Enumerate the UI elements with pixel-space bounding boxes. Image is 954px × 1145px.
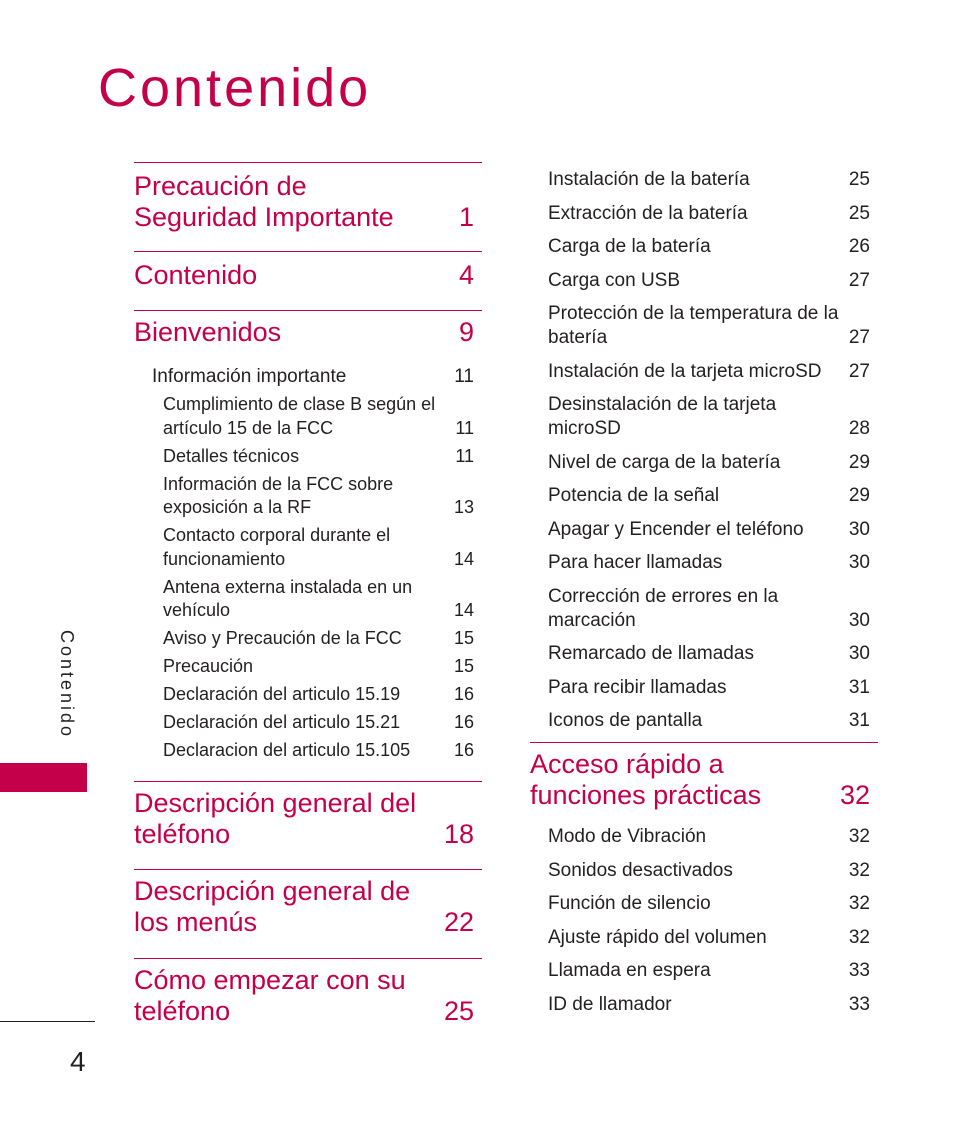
toc-section-page: 1 [458,202,474,232]
toc-entry[interactable] [152,365,474,389]
toc-entry[interactable] [548,825,870,849]
footer-divider [0,1021,95,1022]
toc-entry-page: 29 [848,485,870,506]
page-title: Contenido [98,58,372,118]
toc-entry-title: Remarcado de llamadas [548,643,754,664]
sidebar-section-label: Contenido [57,630,77,740]
toc-section[interactable] [134,781,482,869]
toc-section[interactable] [134,251,482,310]
toc-entry[interactable] [548,551,870,575]
toc-subsection-list [548,825,870,1017]
toc-entry-title: Nivel de carga de la batería [548,451,781,473]
toc-entry-page: 11 [455,445,474,466]
toc-entry-page: 27 [848,269,870,291]
toc-entry-page: 30 [848,609,870,631]
toc-entry-title: Carga de la batería [548,236,711,257]
toc-entry[interactable] [548,993,870,1017]
toc-entry-page: 33 [848,993,870,1015]
toc-entry-page: 29 [848,451,870,473]
toc-entry-page: 28 [848,418,870,439]
toc-entry-title: Modo de Vibración [548,826,707,847]
toc-entry[interactable] [548,269,870,293]
toc-entry-page: 27 [848,327,870,348]
toc-entry[interactable] [152,473,474,520]
toc-entry-title: Sonidos desactivados [548,859,733,881]
toc-entry-title: Desinstalación de la tarjeta microSD [548,394,777,439]
toc-entry-title: Contacto corporal durante el funcionamiento [163,525,391,569]
toc-entry-page: 30 [848,643,870,664]
toc-section[interactable] [134,162,482,251]
toc-section[interactable] [134,310,482,781]
toc-entry-page: 26 [848,236,870,257]
toc-section-page: 22 [443,907,474,937]
toc-entry-page: 32 [848,859,870,881]
toc-section-title: Precaución de Seguridad Importante [134,171,394,232]
toc-subsection-list [152,365,474,763]
toc-entry[interactable] [548,360,870,384]
toc-entry-title: Instalación de la tarjeta microSD [548,360,822,382]
toc-entry[interactable] [548,235,870,259]
toc-entry-page: 13 [453,497,474,517]
toc-entry[interactable] [548,676,870,700]
toc-entry-title: Información de la FCC sobre exposición a la RF [163,473,394,517]
toc-entry-title: Protección de la temperatura de la batería [548,303,839,348]
toc-entry-title: Declaracion del articulo 15.105 [163,740,411,760]
toc-entry-title: Ajuste rápido del volumen [548,926,767,948]
toc-entry-page: 33 [848,960,870,981]
toc-entry[interactable] [548,859,870,883]
toc-entry[interactable] [152,683,474,707]
toc-section-page: 32 [839,780,870,810]
toc-entry-title: Información importante [152,366,347,387]
toc-entry-title: Precaución [163,656,254,676]
toc-entry-title: Iconos de pantalla [548,710,703,731]
toc-entry-title: Potencia de la señal [548,485,720,506]
toc-entry[interactable] [548,393,870,441]
toc-entry[interactable] [152,627,474,651]
toc-entry-page: 31 [848,676,870,698]
toc-entry[interactable] [548,642,870,666]
toc-entry[interactable] [152,739,474,763]
toc-entry-title: Declaración del articulo 15.21 [163,712,401,732]
toc-entry-title: Declaración del articulo 15.19 [163,684,401,704]
toc-section-title: Acceso rápido a funciones prácticas [530,749,762,810]
toc-section[interactable] [530,742,878,1033]
toc-entry-title: Antena externa instalada en un vehículo [163,576,413,620]
toc-entry-page: 27 [848,360,870,382]
toc-entry-page: 32 [848,926,870,948]
toc-entry[interactable] [152,445,474,469]
toc-entry-title: Para recibir llamadas [548,676,727,698]
toc-entry-page: 11 [455,417,474,438]
toc-entry[interactable] [152,576,474,623]
toc-entry-page: 32 [848,826,870,847]
toc-entry[interactable] [548,518,870,542]
toc-section-page: 25 [443,996,474,1026]
toc-entry-page: 11 [454,366,474,387]
toc-section[interactable] [134,869,482,958]
toc-left-column [134,162,482,1039]
toc-entry-page: 30 [848,552,870,573]
toc-entry-title: Aviso y Precaución de la FCC [163,628,402,648]
toc-entry-title: Corrección de errores en la marcación [548,585,779,631]
toc-section-title: Descripción general de los menús [134,876,411,937]
toc-entry-title: Apagar y Encender el teléfono [548,518,804,540]
toc-entry-page: 30 [848,518,870,540]
toc-entry-title: Para hacer llamadas [548,552,723,573]
toc-entry-title: Instalación de la batería [548,169,750,190]
toc-section-title: Descripción general del teléfono [134,788,417,849]
toc-entry-page: 15 [453,628,474,648]
toc-entry[interactable] [548,959,870,983]
toc-entry[interactable] [548,302,870,350]
toc-section-page: 18 [443,819,474,849]
toc-entry-title: Llamada en espera [548,960,711,981]
toc-entry-page: 16 [453,684,474,704]
toc-entry-page: 15 [453,656,474,676]
toc-entry-page: 25 [848,169,870,190]
toc-entry-title: Cumplimiento de clase B según el artículo 15 de la FCC [163,394,436,438]
toc-entry-page: 16 [453,740,474,760]
sidebar-tab-marker [0,763,87,792]
toc-entry-page: 14 [453,600,474,620]
toc-entry-title: Carga con USB [548,269,681,291]
toc-entry[interactable] [548,585,870,633]
toc-entry-title: Detalles técnicos [163,445,300,466]
toc-section-title: Bienvenidos [134,317,282,347]
toc-entry[interactable] [152,393,474,440]
toc-entry-page: 14 [453,548,474,569]
toc-entry[interactable] [548,709,870,733]
toc-entry[interactable] [548,892,870,916]
toc-entry-title: ID de llamador [548,993,672,1015]
toc-entry[interactable] [548,202,870,226]
toc-entry-page: 31 [848,710,870,731]
toc-section[interactable] [134,958,482,1039]
toc-section-title: Cómo empezar con su teléfono [134,965,406,1026]
toc-section-page: 4 [458,260,474,290]
toc-entry[interactable] [152,711,474,735]
toc-entry-page: 25 [848,202,870,224]
toc-entry[interactable] [548,926,870,950]
toc-section-title: Contenido [134,260,258,290]
toc-entry-list [548,168,870,733]
toc-entry[interactable] [152,524,474,571]
toc-entry-title: Función de silencio [548,893,711,914]
toc-entry-page: 32 [848,893,870,914]
toc-entry-page: 16 [453,712,474,732]
toc-entry-title: Extracción de la batería [548,202,748,224]
toc-entry[interactable] [548,451,870,475]
toc-section-page: 9 [458,317,474,347]
toc-entry[interactable] [548,484,870,508]
toc-entry[interactable] [152,655,474,679]
toc-entry[interactable] [548,168,870,192]
page-number: 4 [70,1046,86,1077]
